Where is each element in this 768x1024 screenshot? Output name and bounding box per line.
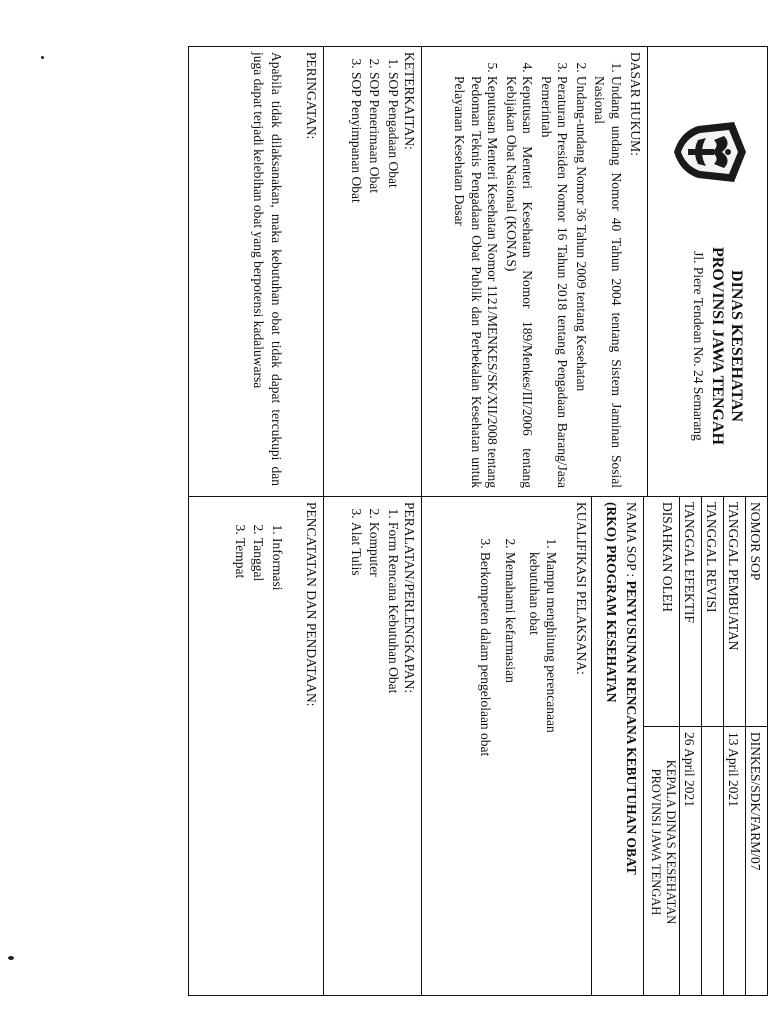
pencatatan-item: 3. Tempat	[232, 538, 249, 982]
info-label-disahkan: DISAHKAN OLEH	[660, 502, 675, 612]
kualifikasi-item: 1. Mampu menghitung perencanaan kebutuhan obat	[526, 552, 559, 772]
info-value-disahkan: KEPALA DINAS KESEHATAN PROVINSI JAWA TENGAH	[649, 759, 678, 925]
center-divider	[188, 496, 768, 497]
peralatan-title: PERALATAN/PERLENGKAPAN:	[402, 502, 417, 694]
peringatan-title: PERINGATAN:	[304, 52, 319, 140]
info-line-6	[591, 496, 592, 996]
pencatatan-item: 1. Informasi	[269, 538, 286, 982]
pencatatan-title: PENCATATAN DAN PENDATAAN:	[304, 502, 319, 707]
dasar-hukum-section	[449, 52, 644, 488]
header-block	[689, 226, 746, 466]
dasar-hukum-item: 2. Undang-undang Nomor 36 Tahun 2009 tentang Kesehatan	[573, 76, 590, 488]
info-value-efektif: 26 April 2021	[682, 732, 697, 808]
info-label-revisi: TANGGAL REVISI	[704, 502, 719, 613]
kualifikasi-title: KUALIFIKASI PELAKSANA:	[574, 502, 589, 675]
info-label-nomor: NOMOR SOP	[748, 502, 763, 581]
scan-speck	[8, 956, 14, 960]
sop-name-line-2: (RKO) PROGRAM KESEHATAN	[604, 502, 619, 703]
pencatatan-section	[230, 502, 321, 982]
info-line-3	[701, 496, 702, 996]
sop-name-row	[623, 502, 640, 875]
sop-name-label: NAMA SOP :	[624, 502, 639, 578]
keterkaitan-item: 1. SOP Pengadaan Obat	[385, 72, 402, 482]
info-column-divider	[644, 726, 768, 727]
kualifikasi-item: 2. Memahami kefarmasian	[502, 552, 519, 772]
info-label-efektif: TANGGAL EFEKTIF	[682, 502, 697, 624]
dasar-hukum-title: DASAR HUKUM:	[628, 52, 643, 156]
info-line-4	[679, 496, 680, 996]
info-line-2	[723, 496, 724, 996]
org-name: DINAS KESEHATAN	[728, 270, 745, 422]
row-divider-2	[323, 46, 324, 996]
kualifikasi-section	[475, 502, 590, 982]
dasar-hukum-item: 4. Keputusan Menteri Kesehatan Nomor 189/Menkes/III/2006 tentang Kebijakan Obat Nasional (KONAS)	[503, 76, 536, 488]
pencatatan-item: 2. Tanggal	[250, 538, 267, 982]
province-logo	[670, 112, 750, 192]
address: Jl. Piere Tendean No. 24 Semarang	[691, 251, 706, 441]
info-value-nomor: DINKES/SDK/FARM/07	[748, 732, 763, 871]
info-line-1	[745, 496, 746, 996]
peringatan-text: Apabila tidak dilaksanakan, maka kebutuhan obat tidak dapat tercukupi dan juga dapat terjadi kelebihan obat yang berpotensi kadaluwarsa	[251, 52, 284, 486]
info-label-pembuatan: TANGGAL PEMBUATAN	[726, 502, 741, 651]
province-name: PROVINSI JAWA TENGAH	[709, 247, 726, 445]
peralatan-item: 1. Form Rencana Kebutuhan Obat	[385, 522, 402, 982]
kualifikasi-item: 3. Berkompeten dalam pengelolaan obat	[477, 552, 494, 772]
rotated-document-page	[0, 16, 768, 1008]
header-divider	[647, 46, 648, 496]
peralatan-section	[346, 502, 419, 982]
keterkaitan-section	[346, 52, 419, 482]
keterkaitan-item: 3. SOP Penyimpanan Obat	[348, 72, 365, 482]
scan-speck	[41, 56, 44, 59]
peralatan-item: 2. Komputer	[366, 522, 383, 982]
keterkaitan-title: KETERKAITAN:	[402, 52, 417, 150]
dasar-hukum-item: 5. Keputusan Menteri Kesehatan Nomor 1121/MENKES/SK/XII/2008 tentang Pedoman Teknis Pengadaan Obat Publik dan Perbekalan Kesehatan untuk Pelayanan Kesehatan Dasar	[451, 76, 501, 488]
keterkaitan-item: 2. SOP Penerimaan Obat	[366, 72, 383, 482]
row-divider-1	[421, 46, 422, 996]
info-value-pembuatan: 13 April 2021	[726, 732, 741, 808]
peralatan-item: 3. Alat Tulis	[348, 522, 365, 982]
info-line-5	[643, 496, 644, 996]
sop-name-line-1: PENYUSUNAN RENCANA KEBUTUHAN OBAT	[624, 580, 639, 875]
dasar-hukum-item: 3. Peraturan Presiden Nomor 16 Tahun 2018 tentang Pengadaan Barang/Jasa Pemerintah	[538, 76, 571, 488]
peringatan-section	[249, 52, 320, 486]
dasar-hukum-item: 1. Undang undang Nomor 40 Tahun 2004 tentang Sistem Jaminan Sosial Nasional	[591, 76, 624, 488]
